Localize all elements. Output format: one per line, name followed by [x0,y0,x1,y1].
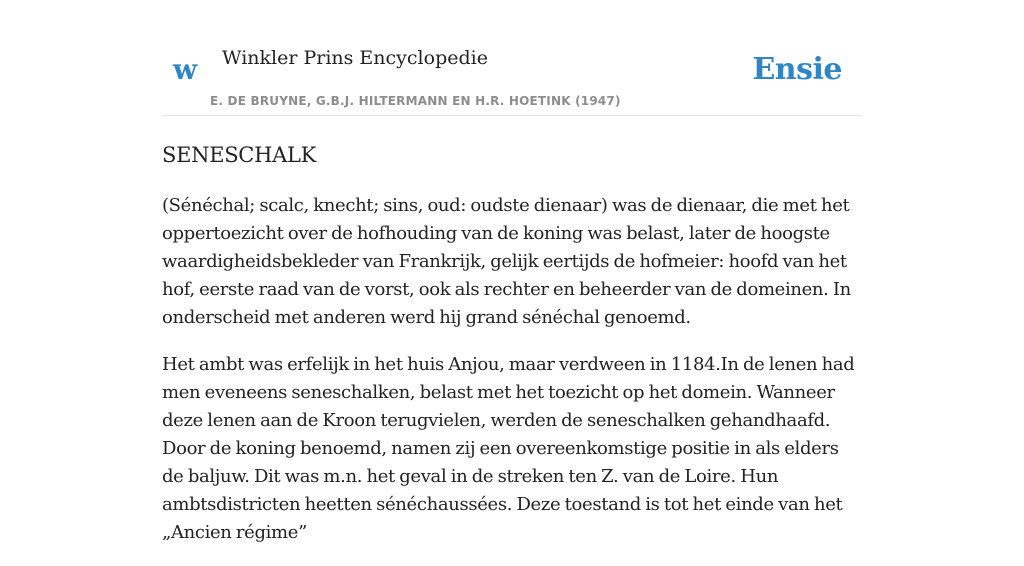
article-paragraph-1: (Sénéchal; scalc, knecht; sins, oud: oudste dienaar) was de dienaar, die met het oppertoezicht over de hofhouding van de koning was belast, later de hoogste waardigheidsbekleder van Frankrijk, gelijk eertijds de hofmeier: hoofd van het hof, eerste raad van de vorst, ook als rechter en beheerder van de domeinen. In onderscheid met anderen werd hij grand sénéchal genoemd. [162,195,851,328]
brand-logo[interactable]: Ensie [752,52,842,87]
publication-authors: E. DE BRUYNE, G.B.J. HILTERMANN EN H.R. HOETINK (1947) [210,94,621,108]
article-title: SENESCHALK [162,143,316,167]
article-paragraph-2: Het ambt was erfelijk in het huis Anjou, maar verdween in 1184.In de lenen had men eveneens seneschalken, belast met het toezicht op het domein. Wanneer deze lenen aan de Kroon terugvielen, werden de seneschalken gehandhaafd. Door de koning benoemd, namen zij een overeenkomstige positie in als elders de baljuw. Dit was m.n. het geval in de streken ten Z. van de Loire. Hun ambtsdistricten heetten sénéchaussées. Deze toestand is tot het einde van het „Ancien régime” [162,354,855,543]
publication-title[interactable]: Winkler Prins Encyclopedie [222,47,488,69]
publication-logo[interactable]: w [173,53,198,86]
site-header [162,36,862,116]
article-content [162,138,862,566]
